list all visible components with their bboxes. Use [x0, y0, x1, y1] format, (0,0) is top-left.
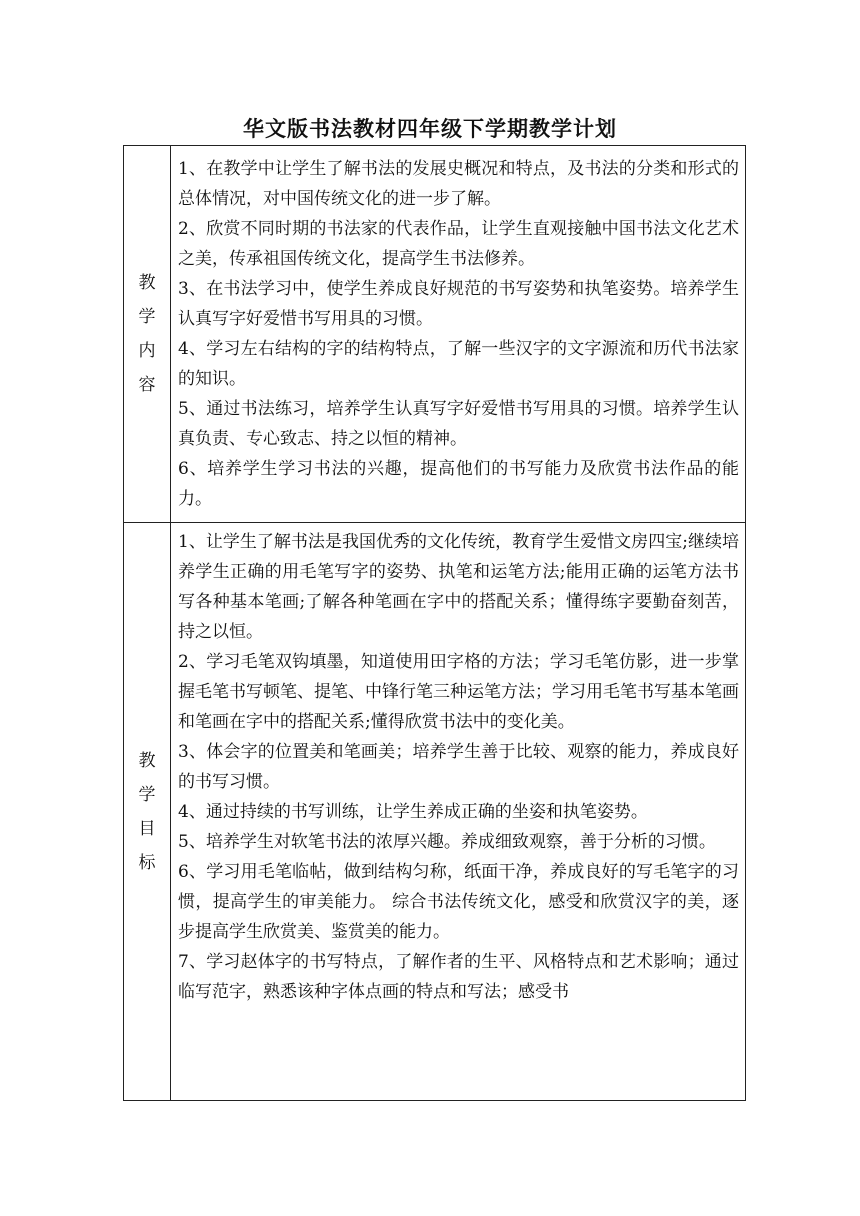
- content-item: 5、通过书法练习，培养学生认真写字好爱惜书写用具的习惯。培养学生认真负责、专心致志、持之以恒的精神。: [178, 399, 739, 449]
- goal-item: 2、学习毛笔双钩填墨，知道使用田字格的方法；学习毛笔仿影，进一步掌握毛笔书写顿笔、提笔、中锋行笔三种运笔方法；学习用毛笔书写基本笔画和笔画在字中的搭配关系;懂得欣赏书法中的变化美。: [178, 652, 739, 732]
- goal-item: 4、通过持续的书写训练，让学生养成正确的坐姿和执笔姿势。: [178, 802, 648, 822]
- table-row-teaching-content: [124, 146, 746, 523]
- goal-item: 6、学习用毛笔临帖，做到结构匀称，纸面干净，养成良好的写毛笔字的习惯，提高学生的审美能力。 综合书法传统文化，感受和欣赏汉字的美，逐步提高学生欣赏美、鉴赏美的能力。: [178, 862, 739, 942]
- label-char: 教: [138, 750, 156, 771]
- content-item: 4、学习左右结构的字的结构特点，了解一些汉字的文字源流和历代书法家的知识。: [178, 339, 739, 389]
- goal-item: 1、让学生了解书法是我国优秀的文化传统，教育学生爱惜文房四宝;继续培养学生正确的用毛笔写字的姿势、执笔和运笔方法;能用正确的运笔方法书写各种基本笔画;了解各种笔画在字中的搭配关系；懂得练字要勤奋刻苦，持之以恒。: [178, 532, 739, 642]
- label-char: 教: [138, 273, 156, 293]
- label-char: 学: [138, 307, 156, 327]
- row-label-teaching-goals: [124, 523, 171, 1101]
- label-char: 标: [138, 852, 156, 873]
- content-item: 3、在书法学习中，使学生养成良好规范的书写姿势和执笔姿势。培养学生认真写字好爱惜书写用具的习惯。: [178, 279, 739, 329]
- plan-table: [123, 145, 746, 1101]
- row-label-teaching-content: [124, 146, 171, 523]
- teaching-goals-cell: [171, 523, 746, 1101]
- label-char: 目: [138, 818, 156, 839]
- goal-item: 5、培养学生对软笔书法的浓厚兴趣。养成细致观察，善于分析的习惯。: [178, 832, 716, 852]
- content-item: 6、培养学生学习书法的兴趣，提高他们的书写能力及欣赏书法作品的能力。: [178, 459, 739, 509]
- goal-item: 7、学习赵体字的书写特点，了解作者的生平、风格特点和艺术影响；通过临写范字，熟悉该种字体点画的特点和写法；感受书: [178, 952, 739, 1002]
- label-char: 内: [138, 341, 156, 361]
- label-char: 学: [138, 784, 156, 805]
- teaching-content-cell: [171, 146, 746, 523]
- label-char: 容: [138, 375, 156, 395]
- document-title: 华文版书法教材四年级下学期教学计划: [243, 116, 617, 141]
- content-item: 2、欣赏不同时期的书法家的代表作品，让学生直观接触中国书法文化艺术之美，传承祖国传统文化，提高学生书法修养。: [178, 219, 739, 269]
- content-item: 1、在教学中让学生了解书法的发展史概况和特点，及书法的分类和形式的总体情况，对中国传统文化的进一步了解。: [178, 159, 739, 209]
- goal-item: 3、体会字的位置美和笔画美；培养学生善于比较、观察的能力，养成良好的书写习惯。: [178, 742, 739, 792]
- table-row-teaching-goals: [124, 523, 746, 1101]
